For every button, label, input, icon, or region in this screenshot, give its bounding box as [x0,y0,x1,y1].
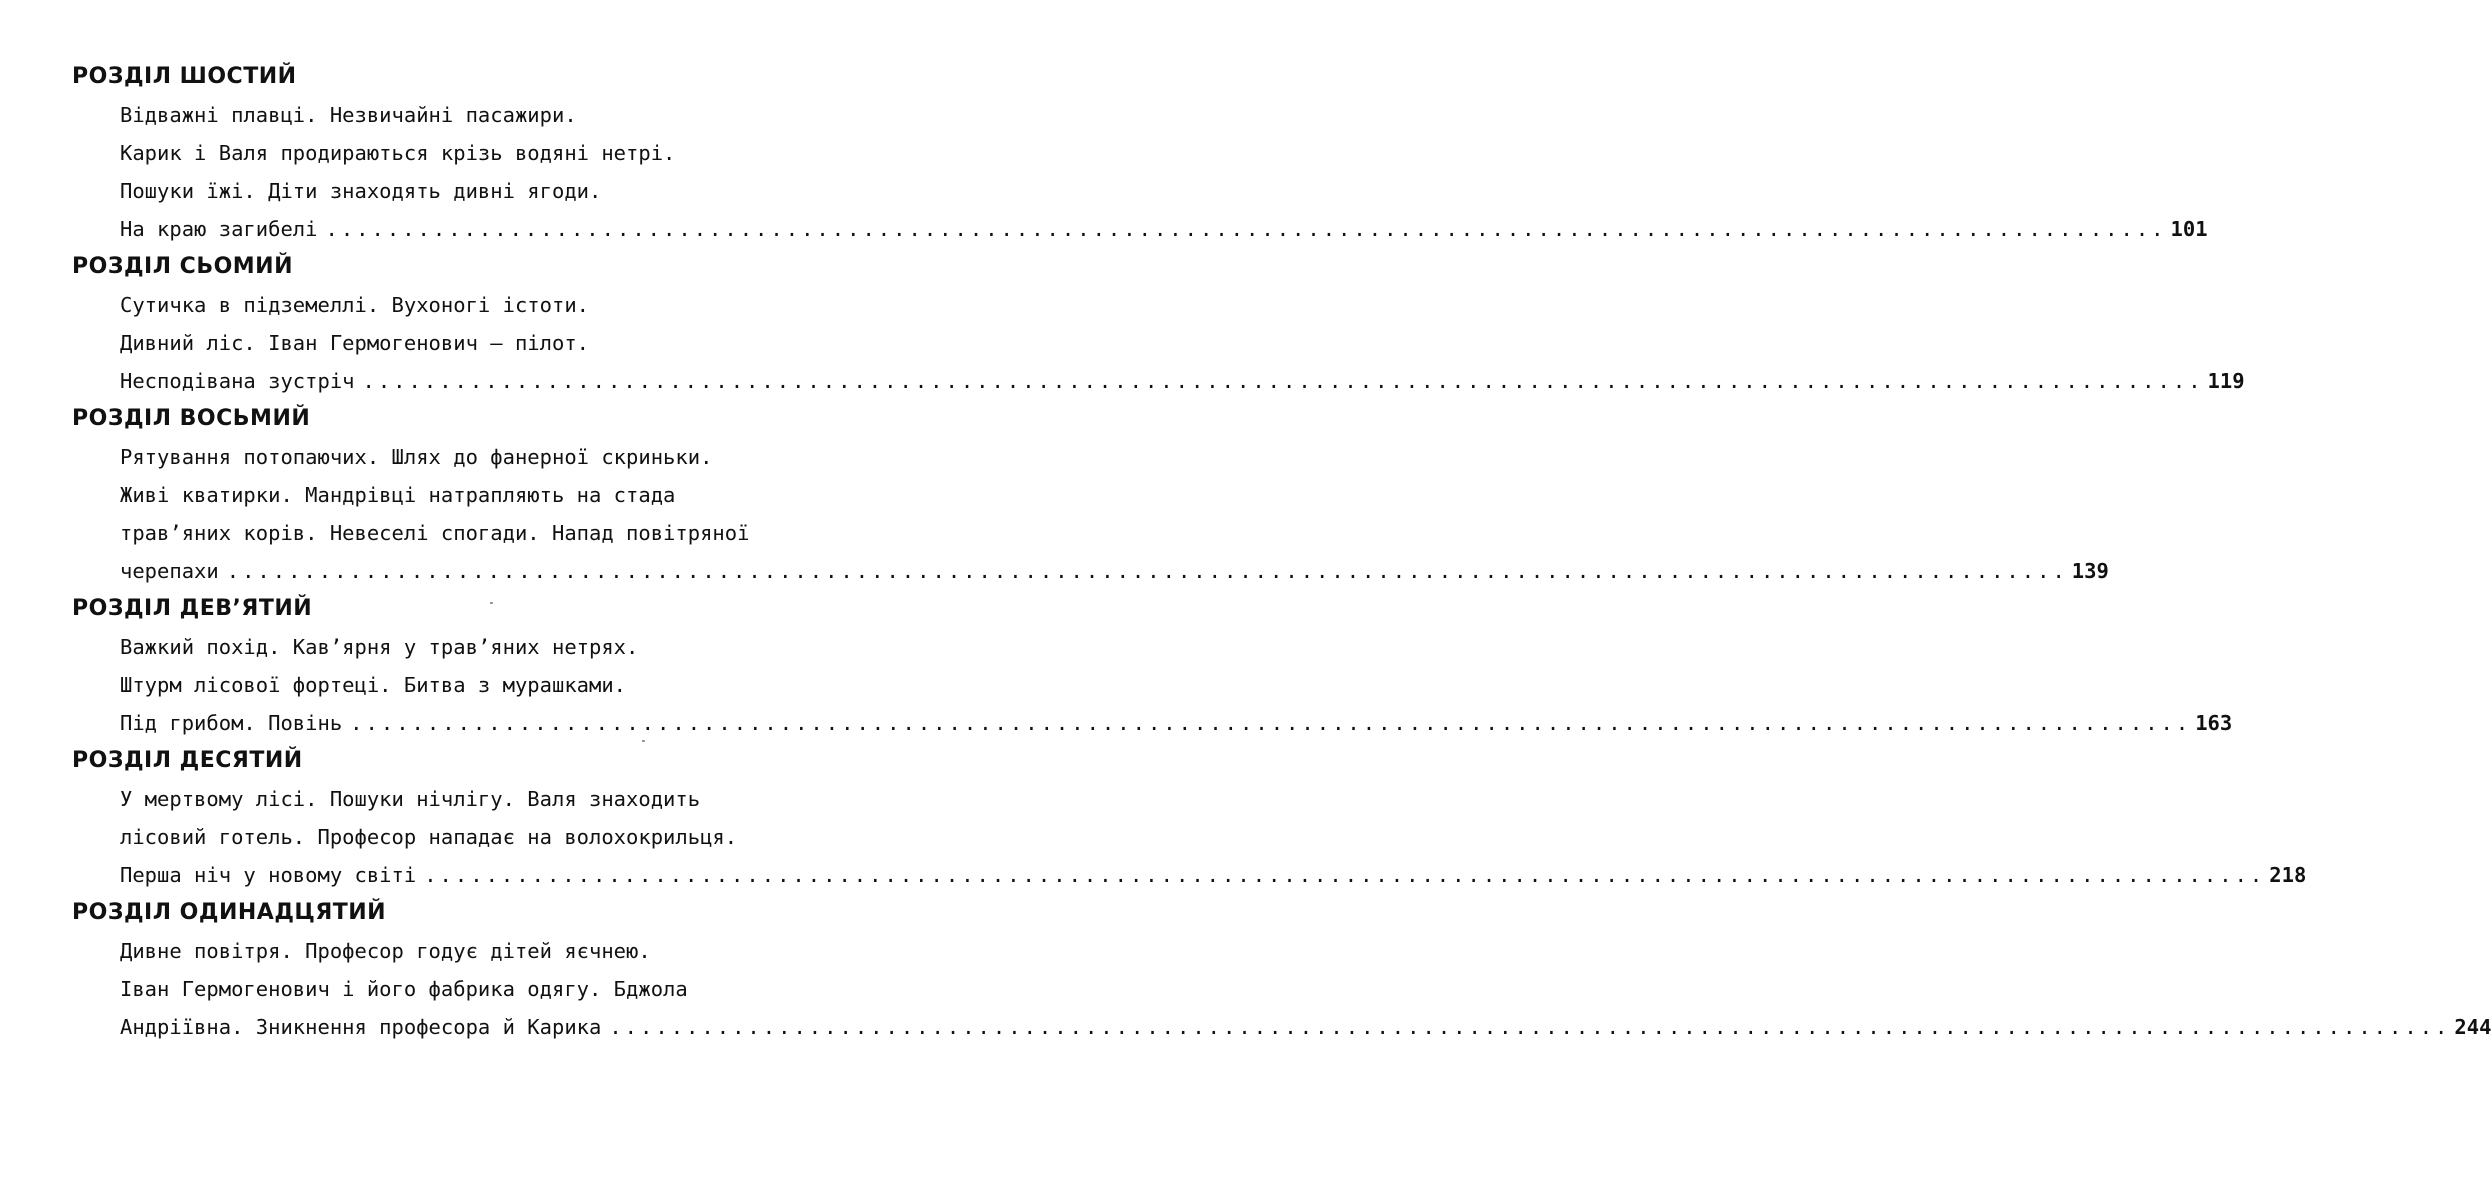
page-number: 163 [2195,711,2233,735]
page-number: 218 [2269,863,2307,887]
scan-speck [490,602,493,604]
toc-chapter [72,248,2245,400]
toc-chapter [72,742,2307,894]
toc-chapter [72,400,2109,590]
chapter-title: РОЗДІЛ ОДИНАДЦЯТИЙ [72,900,387,925]
page-number: 101 [2170,217,2208,241]
page-number: 119 [2207,369,2245,393]
entry-line: Карик і Валя продираються крізь водяні нетрі. [120,141,676,165]
entry-line-with-page [120,704,2233,742]
toc-chapter [72,590,2233,742]
chapter-title: РОЗДІЛ ВОСЬМИЙ [72,406,311,431]
chapter-entries [72,96,2208,248]
page-number: 139 [2071,559,2109,583]
entry-text: На краю загибелі [120,217,318,241]
entry-line-with-page [120,362,2245,400]
entry-text: Під грибом. Повінь [120,711,343,735]
dot-leader: ........................................................................................................................ [362,369,2204,393]
entry-line: Сутичка в підземеллі. Вухоногі істоти. [120,293,589,317]
chapter-title: РОЗДІЛ ШОСТИЙ [72,64,297,89]
entry-line: Пошуки їжі. Діти знаходять дивні ягоди. [120,179,602,203]
entry-line: У мертвому лісі. Пошуки нічлігу. Валя знаходить [120,787,701,811]
chapter-entries [72,628,2233,742]
entry-line-with-page [120,552,2109,590]
chapter-entries [72,438,2109,590]
table-of-contents [72,58,2491,1046]
entry-line: Дивний ліс. Іван Гермогенович — пілот. [120,331,589,355]
entry-line-with-page [120,856,2307,894]
entry-line: Штурм лісової фортеці. Битва з мурашками. [120,673,627,697]
dot-leader: ........................................................................................................................ [350,711,2192,735]
entry-line: Іван Гермогенович і його фабрика одягу. Бджола [120,977,688,1001]
dot-leader: ........................................................................................................................ [325,217,2167,241]
chapter-entries [72,780,2307,894]
entry-line: лісовий готель. Професор нападає на волохокрильця. [120,825,738,849]
chapter-title: РОЗДІЛ ДЕВ’ЯТИЙ [72,596,313,621]
entry-line: Відважні плавці. Незвичайні пасажири. [120,103,577,127]
entry-text: Перша ніч у новому світі [120,863,417,887]
entry-line: Важкий похід. Кав’ярня у трав’яних нетрях. [120,635,639,659]
entry-line: трав’яних корів. Невеселі спогади. Напад повітряної [120,521,750,545]
dot-leader: ........................................................................................................................ [226,559,2068,583]
toc-chapter [72,58,2208,248]
dot-leader: ........................................................................................................................ [424,863,2266,887]
chapter-entries [72,932,2491,1046]
dot-leader: ........................................................................................................................ [609,1015,2451,1039]
entry-text: Несподівана зустріч [120,369,355,393]
entry-line: Дивне повітря. Професор годує дітей яєчнею. [120,939,651,963]
entry-line-with-page [120,1008,2491,1046]
entry-text: черепахи [120,559,219,583]
chapter-entries [72,286,2245,400]
entry-text: Андріївна. Зникнення професора й Карика [120,1015,602,1039]
chapter-title: РОЗДІЛ СЬОМИЙ [72,254,293,279]
entry-line-with-page [120,210,2208,248]
entry-line: Живі кватирки. Мандрівці натрапляють на стада [120,483,676,507]
scan-speck [642,740,645,742]
chapter-title: РОЗДІЛ ДЕСЯТИЙ [72,748,303,773]
toc-chapter [72,894,2491,1046]
entry-line: Рятування потопаючих. Шлях до фанерної скриньки. [120,445,713,469]
page-number: 244 [2454,1015,2491,1039]
